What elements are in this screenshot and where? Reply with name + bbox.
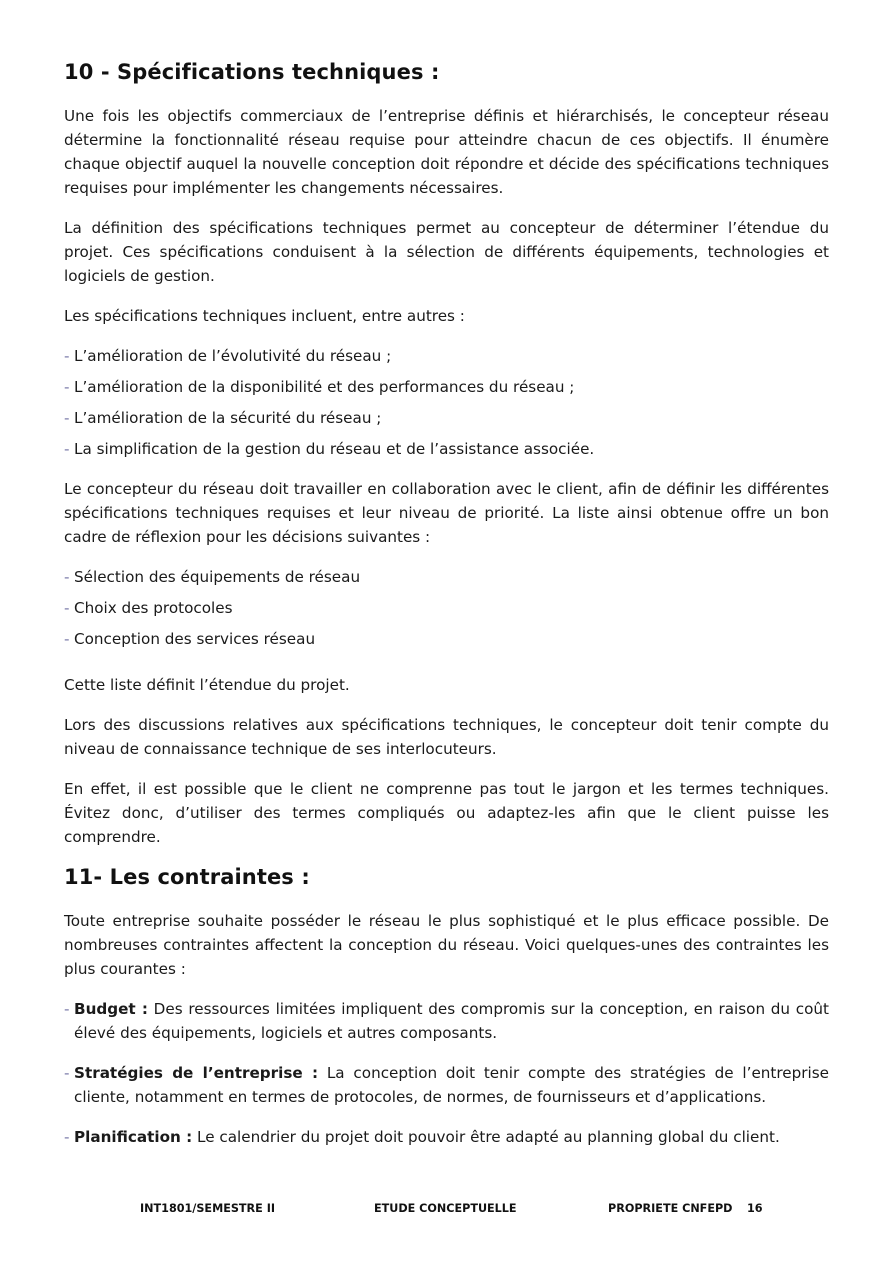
bullet-dash: - (64, 1064, 70, 1082)
list-item: - Conception des services réseau (64, 627, 829, 651)
section-10-heading: 10 - Spécifications techniques : (64, 60, 440, 84)
footer-course: INT1801/SEMESTRE II (140, 1202, 276, 1215)
section-10-paragraph-6: Lors des discussions relatives aux spécifications techniques, le concepteur doit tenir compte du niveau de connaissance technique de ses interlocuteurs. (64, 716, 829, 758)
footer-subject: ETUDE CONCEPTUELLE (374, 1202, 517, 1215)
list-item (64, 997, 829, 1045)
bullet-dash: - (64, 440, 70, 458)
list-item: - L’amélioration de la sécurité du réseau ; (64, 406, 829, 430)
bullet-dash: - (64, 1128, 70, 1146)
constraint-text: Des ressources limitées impliquent des compromis sur la conception, en raison du coût élevé des équipements, logiciels et autres composants. (74, 1000, 829, 1042)
section-10-paragraph-2: La définition des spécifications techniques permet au concepteur de déterminer l’étendue du projet. Ces spécifications conduisent à la sélection de différents équipements, technologies et logiciels de gestion. (64, 219, 829, 285)
section-10-paragraph-4: Le concepteur du réseau doit travailler en collaboration avec le client, afin de définir les différentes spécifications techniques requises et leur niveau de priorité. La liste ainsi obtenue offre un bon cadre de réflexion pour les décisions suivantes : (64, 480, 829, 546)
list-item (64, 1125, 829, 1149)
list-item: - L’amélioration de la disponibilité et des performances du réseau ; (64, 375, 829, 399)
bullet-dash: - (64, 630, 70, 648)
bullet-dash: - (64, 1000, 70, 1018)
bullet-dash: - (64, 378, 70, 396)
list-item: - Choix des protocoles (64, 596, 829, 620)
constraint-text: Le calendrier du projet doit pouvoir être adapté au planning global du client. (192, 1128, 780, 1146)
section-10-paragraph-3: Les spécifications techniques incluent, entre autres : (64, 307, 465, 325)
section-11-heading: 11- Les contraintes : (64, 865, 310, 889)
list-item: - Sélection des équipements de réseau (64, 565, 829, 589)
bullet-dash: - (64, 347, 70, 365)
footer-owner: PROPRIETE CNFEPD (608, 1202, 733, 1215)
bullet-dash: - (64, 599, 70, 617)
bullet-dash: - (64, 568, 70, 586)
list-item: - L’amélioration de l’évolutivité du réseau ; (64, 344, 829, 368)
document-page (64, 60, 829, 1165)
constraint-text: La conception doit tenir compte des stratégies de l’entreprise cliente, notamment en termes de protocoles, de normes, de fournisseurs et d’applications. (74, 1064, 829, 1106)
list-item (64, 1061, 829, 1109)
constraint-term: Budget : (74, 1000, 148, 1018)
section-10-paragraph-7: En effet, il est possible que le client ne comprenne pas tout le jargon et les termes techniques. Évitez donc, d’utiliser des termes compliqués ou adaptez-les afin que le client puisse les comprendre. (64, 780, 829, 846)
constraint-term: Stratégies de l’entreprise : (74, 1064, 319, 1082)
list-item: - La simplification de la gestion du réseau et de l’assistance associée. (64, 437, 829, 461)
constraints-list (64, 997, 829, 1149)
constraint-term: Planification : (74, 1128, 193, 1146)
section-10-paragraph-5: Cette liste définit l’étendue du projet. (64, 676, 350, 694)
decisions-list (64, 565, 829, 651)
bullet-dash: - (64, 409, 70, 427)
technical-specifications-list (64, 344, 829, 461)
section-11-paragraph-1: Toute entreprise souhaite posséder le réseau le plus sophistiqué et le plus efficace possible. De nombreuses contraintes affectent la conception du réseau. Voici quelques-unes des contraintes les plus courantes : (64, 912, 829, 978)
page-number: 16 (747, 1202, 763, 1215)
section-10-paragraph-1: Une fois les objectifs commerciaux de l’entreprise définis et hiérarchisés, le concepteur réseau détermine la fonctionnalité réseau requise pour atteindre chacun de ces objectifs. Il énumère chaque objectif auquel la nouvelle conception doit répondre et décide des spécifications techniques requises pour implémenter les changements nécessaires. (64, 107, 829, 197)
